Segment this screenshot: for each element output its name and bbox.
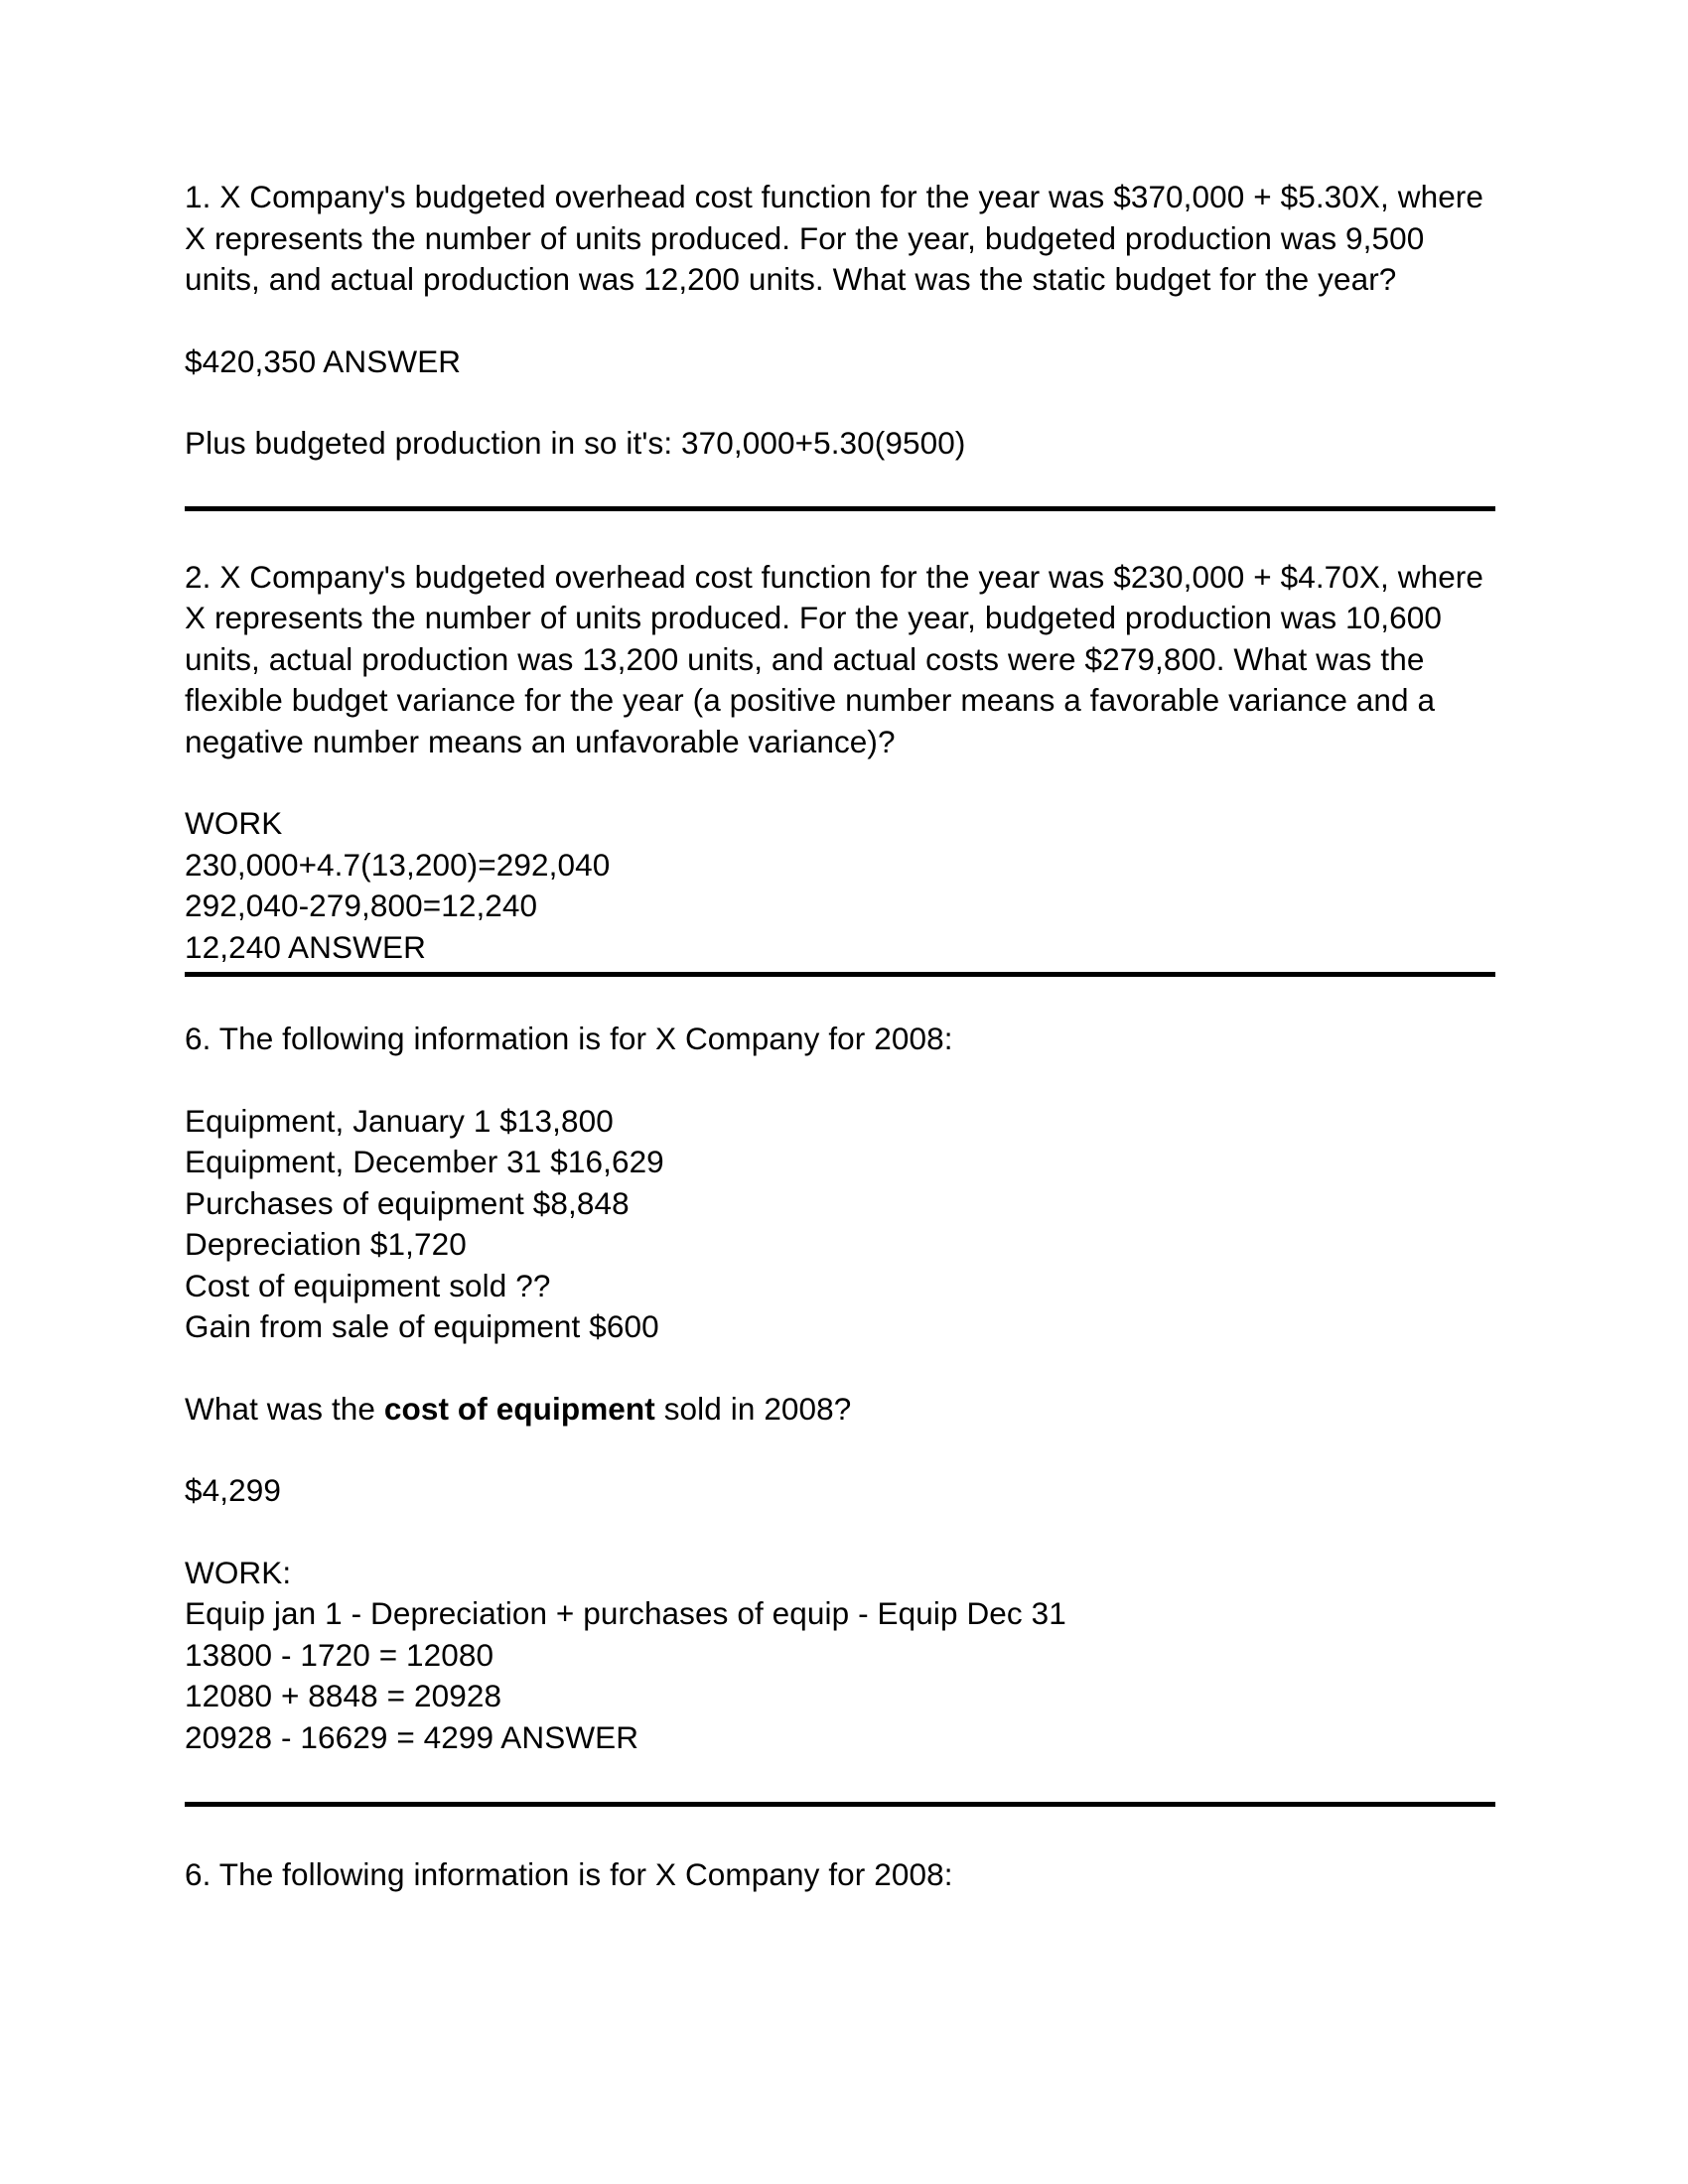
- question-6a-work-line: Equip jan 1 - Depreciation + purchases of equip - Equip Dec 31: [185, 1595, 1066, 1631]
- spacer: [185, 977, 1495, 1019]
- spacer: [185, 1348, 1495, 1389]
- spacer: [185, 1430, 1495, 1470]
- question-6a-data-line: Equipment, January 1 $13,800: [185, 1102, 614, 1139]
- question-2-work-line: 230,000+4.7(13,200)=292,040: [185, 846, 611, 883]
- question-6a-question-line: [185, 1389, 1495, 1431]
- spacer: [185, 1060, 1495, 1101]
- question-2-work-line: 292,040-279,800=12,240: [185, 887, 538, 923]
- question-text-emphasis: cost of equipment: [383, 1390, 655, 1427]
- question-6a-work-line: 12080 + 8848 = 20928: [185, 1678, 502, 1713]
- question-6a-work-line: 20928 - 16629 = 4299 ANSWER: [185, 1718, 639, 1755]
- question-6b-prompt: 6. The following information is for X Company for 2008:: [185, 1856, 953, 1892]
- question-1-answer: $420,350 ANSWER: [185, 342, 462, 379]
- question-2-prompt: 2. X Company's budgeted overhead cost function for the year was $230,000 + $4.70X, where X represents the number of units produced. For the year, budgeted production was 10,600 units, actual production was 13,200 units, and actual costs were $279,800. What was the flexible budget variance for the year (a positive number means a favorable variance and a negative number means an unfavorable variance)?: [185, 558, 1492, 759]
- question-6a-data-line: Depreciation $1,720: [185, 1226, 467, 1262]
- spacer: [185, 301, 1495, 341]
- spacer: [185, 1807, 1495, 1854]
- spacer: [185, 382, 1495, 423]
- question-6a-work-heading: WORK:: [185, 1554, 292, 1590]
- question-2-work-heading: WORK: [185, 805, 283, 841]
- question-1-prompt: 1. X Company's budgeted overhead cost function for the year was $370,000 + $5.30X, where X represents the number of units produced. For the year, budgeted production was 9,500 units, and actual production was 12,200 units. What was the static budget for the year?: [185, 179, 1492, 297]
- question-6a-data-line: Equipment, December 31 $16,629: [185, 1144, 664, 1179]
- question-text-before: What was the: [185, 1390, 384, 1427]
- question-6a-answer: $4,299: [185, 1472, 281, 1508]
- spacer: [185, 1512, 1495, 1553]
- document-content: [185, 177, 1495, 1896]
- question-text-after: sold in 2008?: [654, 1390, 852, 1427]
- question-2-work-line: 12,240 ANSWER: [185, 928, 426, 965]
- question-1-explanation: Plus budgeted production in so it's: 370,000+5.30(9500): [185, 425, 966, 461]
- question-6a-data-line: Cost of equipment sold ??: [185, 1267, 551, 1303]
- spacer: [185, 511, 1495, 557]
- question-6a-prompt: 6. The following information is for X Company for 2008:: [185, 1021, 953, 1056]
- question-6a-work-line: 13800 - 1720 = 12080: [185, 1636, 494, 1673]
- spacer: [185, 762, 1495, 803]
- question-6a-data-line: Gain from sale of equipment $600: [185, 1308, 659, 1344]
- question-6a-data-line: Purchases of equipment $8,848: [185, 1184, 630, 1221]
